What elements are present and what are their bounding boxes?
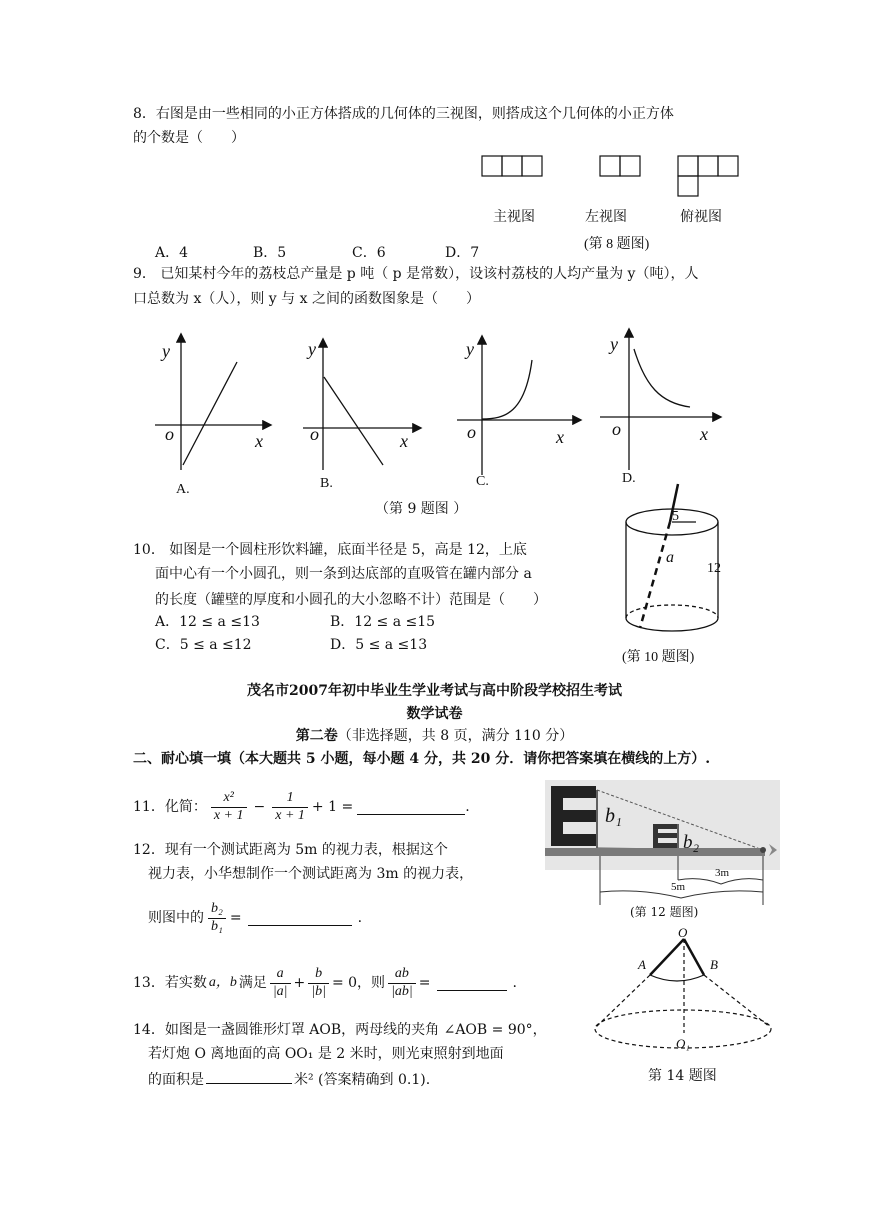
q14-line3 — [148, 1069, 430, 1089]
q8-option-d: D．7 — [445, 245, 480, 261]
svg-text:x: x — [700, 424, 708, 444]
q9-function-graphs — [140, 325, 740, 500]
q14-answer-blank[interactable] — [206, 1069, 292, 1084]
q10-option-d: D．5 ≤ a ≤13 — [330, 637, 428, 653]
q13-numerator-2: b — [308, 966, 329, 984]
q10-option-b: B．12 ≤ a ≤15 — [330, 614, 436, 630]
small-e-letter — [653, 824, 677, 848]
q11-fraction-2 — [272, 790, 308, 825]
left-view-cell — [620, 156, 640, 176]
q8-option-b: B．5 — [253, 245, 287, 261]
q13-equals: = — [418, 974, 431, 991]
q8-line1: 8．右图是由一些相同的小正方体搭成的几何体的三视图，则搭成这个几何体的小正方体 — [133, 106, 674, 122]
q12-prefix: 则图中的 — [148, 909, 204, 926]
svg-text:3m: 3m — [715, 867, 730, 879]
q11-tail: + 1 = — [311, 798, 354, 815]
q12-denominator: b₁ — [211, 918, 223, 934]
q10-option-a: A．12 ≤ a ≤13 — [155, 614, 260, 630]
svg-text:B.: B. — [320, 476, 333, 491]
top-view-cell — [698, 156, 718, 176]
q8-view-label-left: 左视图 — [585, 209, 627, 225]
q13-numerator-1: a — [270, 966, 291, 984]
svg-text:o: o — [310, 424, 319, 444]
q11-answer-blank[interactable] — [357, 800, 465, 815]
exam-subtitle: 数学试卷 — [406, 706, 463, 722]
volume-label: 第二卷 — [295, 728, 338, 744]
q11-prefix: 11．化简： — [133, 798, 207, 815]
svg-text:O₁: O₁ — [676, 1036, 690, 1051]
q13-mid: 满足 — [238, 974, 267, 991]
svg-text:x: x — [556, 427, 564, 447]
q14-line3-suffix: 米² (答案精确到 0.1). — [294, 1072, 431, 1088]
svg-text:A: A — [638, 957, 646, 972]
volume-heading — [0, 728, 869, 745]
q14-line3-prefix: 的面积是 — [148, 1072, 204, 1088]
front-view-cell — [502, 156, 522, 176]
q10-option-c: C．5 ≤ a ≤12 — [155, 637, 252, 653]
svg-text:y: y — [162, 341, 170, 361]
front-view-cell — [522, 156, 542, 176]
svg-text:b₂: b₂ — [683, 832, 700, 853]
q8-caption: (第 8 题图) — [584, 237, 650, 252]
q9-line2: 口总数为 x（人），则 y 与 x 之间的函数图象是（ ） — [133, 291, 480, 307]
q13-fraction-1 — [270, 966, 291, 1001]
q14-line1: 14．如图是一盏圆锥形灯罩 AOB，两母线的夹角 ∠AOB = 90°， — [133, 1022, 547, 1038]
svg-text:5: 5 — [672, 509, 679, 524]
svg-text:D.: D. — [622, 471, 636, 486]
svg-text:y: y — [308, 339, 316, 359]
volume-note: （非选择题，共 8 页，满分 110 分） — [337, 728, 574, 744]
q10-line2: 面中心有一个小圆孔，则一条到达底部的直吸管在罐内部分 a — [155, 566, 532, 582]
q12-end: . — [357, 909, 363, 926]
q9-line1: 9． 已知某村今年的荔枝总产量是 p 吨（ p 是常数），设该村荔枝的人均产量为 y（吨），人 — [133, 266, 699, 282]
top-view-cell — [718, 156, 738, 176]
q11-numerator-1: x² — [211, 790, 247, 808]
exam-title: 茂名市2007年初中毕业生学业考试与高中阶段学校招生考试 — [247, 683, 622, 699]
q8-view-label-front: 主视图 — [493, 209, 535, 225]
big-e-letter — [551, 786, 596, 846]
q13-end: . — [512, 974, 517, 991]
svg-text:12: 12 — [707, 561, 721, 576]
q8-option-c: C．6 — [352, 245, 386, 261]
top-view-cell — [678, 176, 698, 196]
svg-text:A.: A. — [176, 482, 190, 497]
q10-caption: (第 10 题图) — [622, 650, 695, 665]
q12-formula-line — [148, 895, 362, 941]
q10-line3: 的长度（罐壁的厚度和小圆孔的大小忽略不计）范围是（ ） — [155, 592, 547, 608]
q12-line2: 视力表，小华想制作一个测试距离为 3m 的视力表， — [148, 866, 474, 882]
svg-text:b₁: b₁ — [605, 805, 622, 827]
q8-view-label-top: 俯视图 — [680, 209, 722, 225]
top-view-cell — [678, 156, 698, 176]
q11-denominator-1: x + 1 — [213, 807, 244, 823]
q13-plus: + — [293, 974, 306, 991]
q8-line2: 的个数是（ ） — [133, 130, 245, 146]
front-view-cell — [482, 156, 502, 176]
svg-text:B: B — [710, 957, 718, 972]
svg-text:O: O — [678, 925, 688, 940]
q11-minus: − — [253, 798, 266, 815]
q11-numerator-2: 1 — [272, 790, 308, 808]
q11-fraction-1 — [211, 790, 247, 825]
q10-cylinder-figure — [610, 480, 740, 650]
graph-a — [155, 335, 270, 470]
q13-denominator-2: |b| — [311, 983, 326, 999]
q12-numerator: b₂ — [208, 901, 226, 919]
q14-cone-lamp-figure — [590, 925, 780, 1065]
q12-equals: = — [229, 909, 242, 926]
graph-c — [457, 337, 580, 475]
q12-line1: 12．现有一个测试距离为 5m 的视力表，根据这个 — [133, 842, 448, 858]
q9-caption: （第 9 题图 ） — [375, 501, 468, 517]
q12-answer-blank[interactable] — [248, 911, 352, 926]
q13-vars: a，b — [208, 974, 237, 990]
svg-text:y: y — [466, 339, 474, 359]
svg-text:o: o — [165, 424, 174, 444]
q13-answer-blank[interactable] — [437, 976, 507, 991]
svg-text:x: x — [255, 431, 263, 451]
q13-fraction-3 — [388, 966, 416, 1001]
svg-text:o: o — [612, 419, 621, 439]
q8-three-views-figure — [478, 150, 748, 198]
svg-text:x: x — [400, 431, 408, 451]
graph-d — [600, 330, 720, 470]
q14-caption: 第 14 题图 — [648, 1068, 717, 1084]
svg-text:C.: C. — [476, 474, 489, 489]
left-view-cell — [600, 156, 620, 176]
q13-fraction-2 — [308, 966, 329, 1001]
q13-numerator-3: ab — [388, 966, 416, 984]
q13-prefix: 13．若实数 — [133, 974, 207, 991]
q12-caption: (第 12 题图) — [630, 905, 699, 919]
section-heading: 二、耐心填一填（本大题共 5 小题，每小题 4 分，共 20 分．请你把答案填在横线的上方）. — [133, 751, 711, 767]
q10-line1: 10． 如图是一个圆柱形饮料罐，底面半径是 5，高是 12，上底 — [133, 542, 527, 558]
q11-end: . — [465, 798, 470, 815]
q13-line — [133, 960, 517, 1006]
q12-fraction — [208, 901, 226, 936]
q14-line2: 若灯炮 O 离地面的高 OO₁ 是 2 米时，则光束照射到地面 — [148, 1046, 504, 1062]
svg-text:5m: 5m — [671, 881, 686, 893]
svg-text:y: y — [610, 334, 618, 354]
svg-text:o: o — [467, 422, 476, 442]
q11-denominator-2: x + 1 — [275, 807, 305, 823]
q12-eye-chart-figure — [545, 780, 780, 925]
q13-denominator-1: |a| — [272, 983, 288, 999]
q13-denominator-3: |ab| — [391, 983, 413, 999]
q13-eq0: = 0，则 — [331, 974, 386, 991]
q11-line — [133, 784, 470, 830]
q8-option-a: A．4 — [155, 245, 189, 261]
svg-text:a: a — [666, 549, 674, 566]
